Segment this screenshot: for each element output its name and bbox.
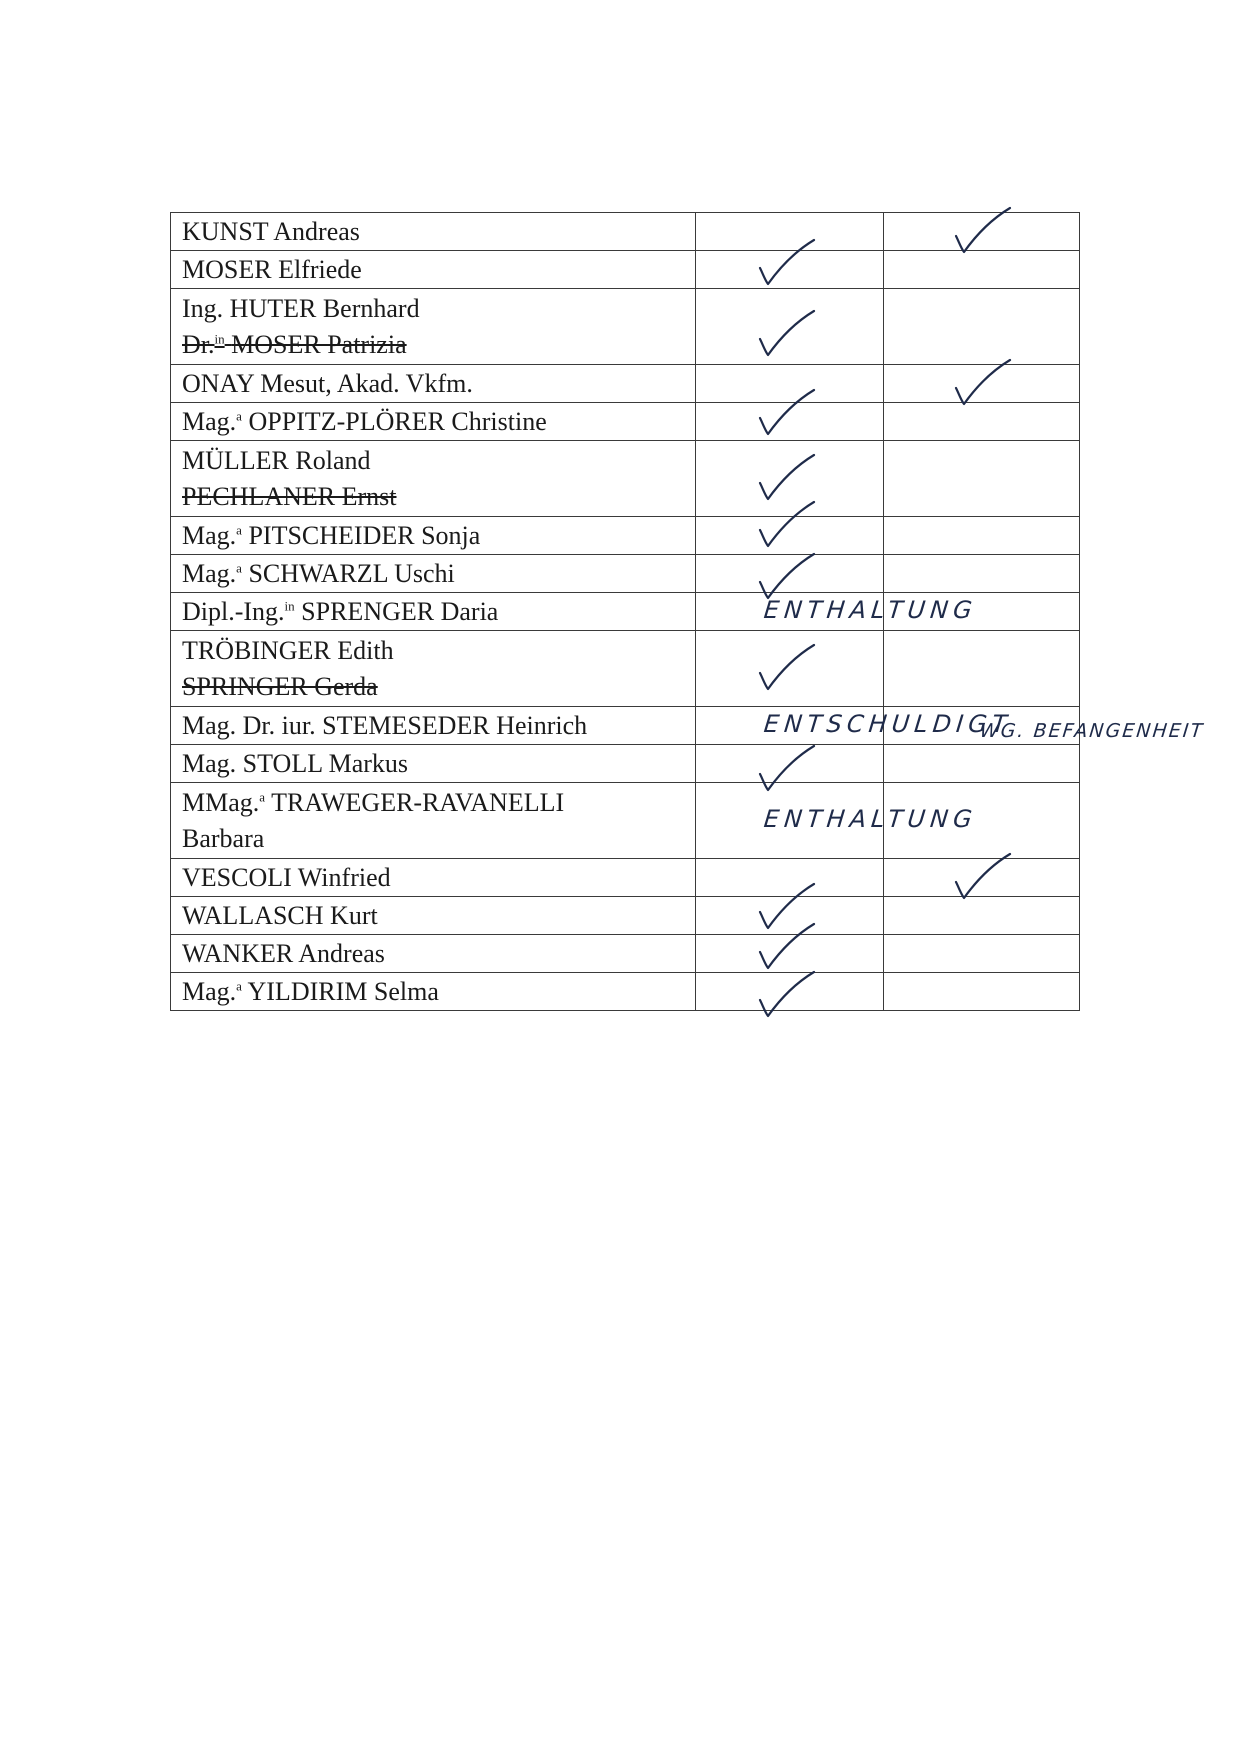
handwritten-checkmark-icon [754,388,818,440]
no-vote-cell [884,289,1080,365]
table-row [171,783,1080,859]
member-name-cell [171,935,696,973]
yes-vote-cell [696,783,979,859]
member-line [182,860,695,896]
member-name-cell [171,897,696,935]
member-line [182,404,695,440]
table-row [171,213,1080,251]
no-vote-cell [884,403,1080,441]
member-title: Mag. [182,520,237,550]
member-name: STOLL Markus [242,748,409,778]
member-line [182,252,695,288]
no-vote-cell [884,783,1080,859]
vote-table-body [171,213,1080,1011]
yes-vote-cell [696,403,884,441]
member-title-superscript: a [236,559,242,575]
member-line [182,898,695,934]
yes-vote-cell [696,251,884,289]
table-row [171,403,1080,441]
member-name-cell [171,517,696,555]
member-name-cell [171,783,696,859]
member-name: YILDIRIM Selma [247,976,439,1006]
member-name: ONAY Mesut, Akad. Vkfm. [182,368,473,398]
no-vote-cell [884,973,1080,1011]
member-title: Ing. [182,293,224,323]
member-name-cell [171,403,696,441]
struck-member-name: MOSER Patrizia [231,329,407,359]
handwritten-checkmark-icon [754,309,818,361]
no-vote-cell [884,859,1080,897]
attendance-vote-table [170,212,1080,1011]
table-row [171,897,1080,935]
member-name-cell [171,593,696,631]
member-title-superscript: in [284,597,295,613]
table-row [171,935,1080,973]
no-vote-cell [884,365,1080,403]
table-row [171,365,1080,403]
member-line [182,708,695,744]
table-row [171,745,1080,783]
member-name-cell [171,555,696,593]
member-line [182,556,695,592]
handwritten-checkmark-icon [754,922,818,974]
handwritten-note: ENTSCHULDIGT [762,710,1014,738]
member-name: MÜLLER Roland [182,445,371,475]
member-title-superscript: a [236,977,242,993]
handwritten-checkmark-icon [754,453,818,505]
no-vote-cell [884,517,1080,555]
member-line [182,214,695,250]
member-title: Mag. [182,976,237,1006]
member-name-cell [171,973,696,1011]
no-vote-cell [884,631,1080,707]
member-title: Dipl.-Ing. [182,596,285,626]
member-name: KUNST Andreas [182,216,360,246]
table-row [171,707,1080,745]
struck-member-line [182,669,695,705]
member-line [182,746,695,782]
member-name: PITSCHEIDER Sonja [248,520,481,550]
handwritten-checkmark-icon [754,970,818,1022]
struck-member-title-superscript: in [214,330,225,346]
member-line [182,974,695,1010]
table-row [171,593,1080,631]
yes-vote-cell [696,631,884,707]
member-line [182,594,695,630]
member-title: MMag. [182,787,260,817]
yes-vote-cell [696,555,884,593]
member-line [182,366,695,402]
member-line [182,518,695,554]
yes-vote-cell [696,289,884,365]
member-name: TRÖBINGER Edith [182,635,394,665]
handwritten-checkmark-icon [754,643,818,695]
struck-member-name: PECHLANER Ernst [182,481,397,511]
struck-member-title: Dr. [182,329,215,359]
table-row [171,973,1080,1011]
member-name-continuation: Barbara [182,823,265,853]
member-name: SCHWARZL Uschi [248,558,455,588]
member-name-cell [171,631,696,707]
member-name-cell [171,707,696,745]
struck-member-line [182,327,695,363]
yes-vote-cell [696,935,884,973]
member-line [182,443,695,479]
handwritten-note: ENTHALTUNG [762,805,979,833]
member-line [182,291,695,327]
table-row [171,631,1080,707]
member-name-cell [171,859,696,897]
handwritten-remark: WG. BEFANGENHEIT [978,720,1206,742]
member-name-cell [171,365,696,403]
member-title-superscript: a [236,521,242,537]
member-title: Mag. [182,748,237,778]
table-row [171,859,1080,897]
member-name: SPRENGER Daria [301,596,499,626]
member-name: OPPITZ-PLÖRER Christine [248,406,547,436]
table-row [171,517,1080,555]
yes-vote-cell [696,745,884,783]
member-name: WANKER Andreas [182,938,385,968]
no-vote-cell [884,555,1080,593]
member-name: WALLASCH Kurt [182,900,378,930]
member-title: Mag. [182,406,237,436]
handwritten-checkmark-icon [754,500,818,552]
no-vote-cell [884,213,1080,251]
no-vote-cell [884,897,1080,935]
table-row [171,441,1080,517]
member-name-cell [171,745,696,783]
yes-vote-cell [696,517,884,555]
member-name: TRAWEGER-RAVANELLI [271,787,565,817]
handwritten-note: ENTHALTUNG [762,596,979,624]
member-line [182,785,695,821]
member-name: HUTER Bernhard [229,293,420,323]
yes-vote-cell [696,707,1014,745]
table-row [171,251,1080,289]
struck-member-line [182,479,695,515]
no-vote-cell [884,251,1080,289]
no-vote-cell [884,745,1080,783]
handwritten-checkmark-icon [754,238,818,290]
member-title-superscript: a [259,788,266,804]
member-name-cell [171,289,696,365]
no-vote-cell [884,593,1080,631]
no-vote-cell [884,935,1080,973]
table-row [171,555,1080,593]
table-row [171,289,1080,365]
member-name-cell [171,441,696,517]
member-title: Mag. [182,558,237,588]
no-vote-cell [884,441,1080,517]
member-title: Mag. Dr. iur. [182,710,316,740]
member-name-cell [171,213,696,251]
member-name: MOSER Elfriede [182,254,362,284]
struck-member-name: SPRINGER Gerda [182,671,378,701]
member-name-cell [171,251,696,289]
member-name: STEMESEDER Heinrich [322,710,588,740]
member-title-superscript: a [236,407,242,423]
member-name: VESCOLI Winfried [182,862,391,892]
yes-vote-cell [696,593,979,631]
member-line [182,633,695,669]
yes-vote-cell [696,973,884,1011]
member-line [182,936,695,972]
